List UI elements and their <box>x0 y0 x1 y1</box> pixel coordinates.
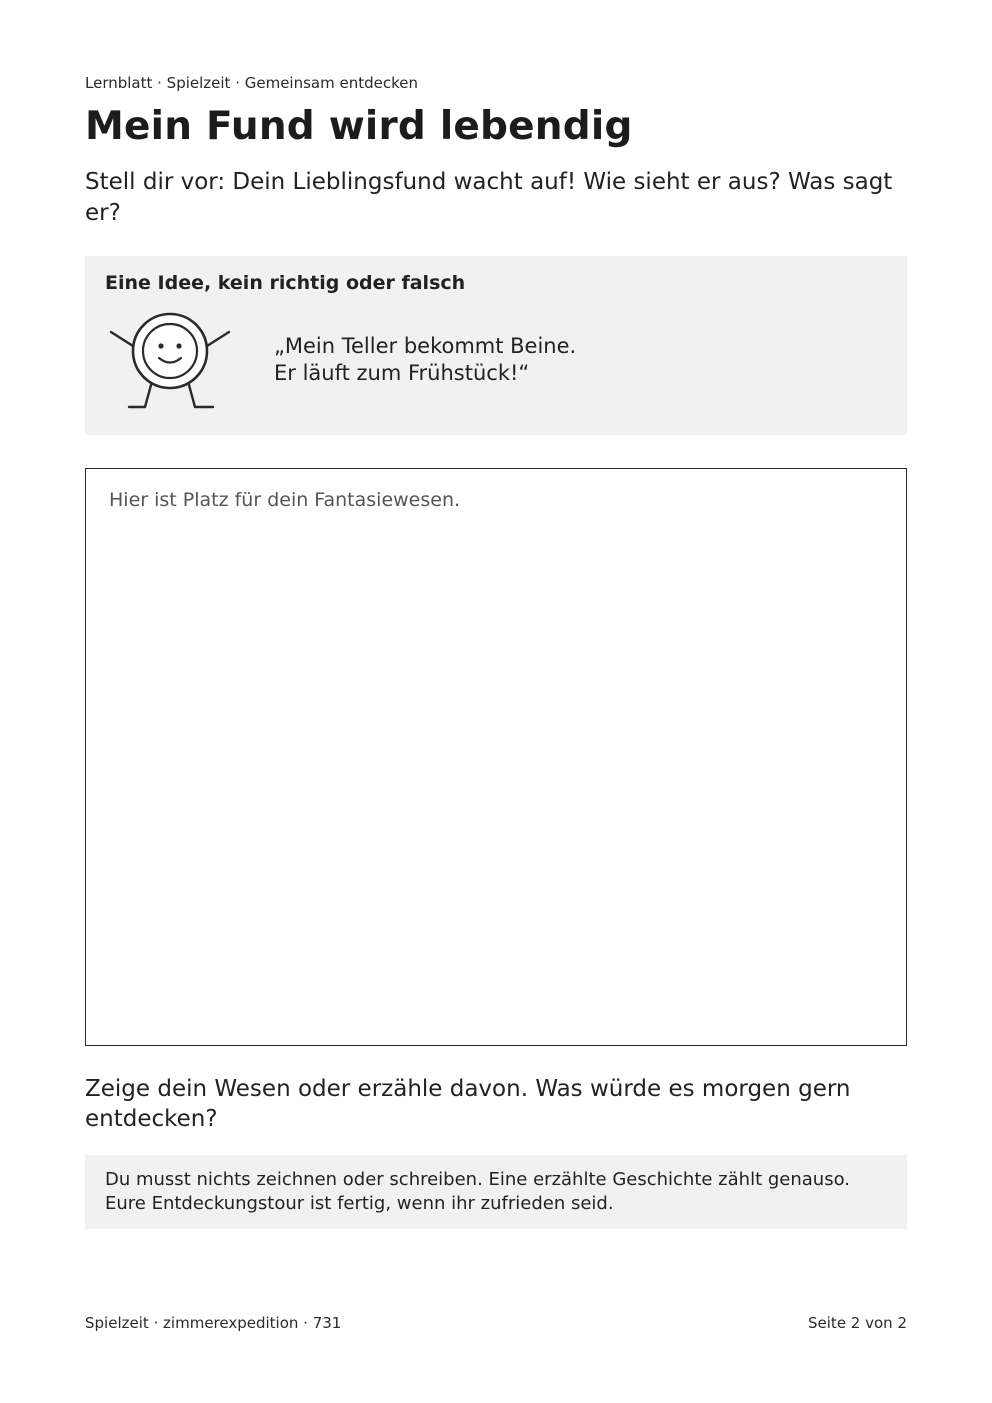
page-title: Mein Fund wird lebendig <box>85 104 633 149</box>
example-box <box>85 256 907 435</box>
note-line: Eure Entdeckungstour ist fertig, wenn ihr zufrieden seid. <box>105 1193 614 1214</box>
example-quote-line: Er läuft zum Frühstück!“ <box>274 361 530 385</box>
intro-text: Stell dir vor: Dein Lieblingsfund wacht auf! Wie sieht er aus? Was sagt er? <box>85 169 893 226</box>
drawing-area[interactable] <box>85 468 907 1046</box>
worksheet-page <box>85 0 907 1403</box>
smiling-plate-with-legs-icon <box>107 311 232 411</box>
example-heading: Eine Idee, kein richtig oder falsch <box>105 272 466 294</box>
drawing-area-hint: Hier ist Platz für dein Fantasiewesen. <box>109 489 461 511</box>
footer-page-number: Seite 2 von 2 <box>808 1314 907 1332</box>
note-text <box>105 1168 850 1216</box>
example-quote <box>274 333 576 387</box>
note-box <box>85 1155 907 1229</box>
example-quote-line: „Mein Teller bekommt Beine. <box>274 334 577 358</box>
footer-source: Spielzeit · zimmerexpedition · 731 <box>85 1314 342 1332</box>
breadcrumb: Lernblatt · Spielzeit · Gemeinsam entdecken <box>85 74 418 92</box>
note-line: Du musst nichts zeichnen oder schreiben. Eine erzählte Geschichte zählt genauso. <box>105 1169 850 1190</box>
followup-prompt: Zeige dein Wesen oder erzähle davon. Was würde es morgen gern entdecken? <box>85 1076 851 1132</box>
